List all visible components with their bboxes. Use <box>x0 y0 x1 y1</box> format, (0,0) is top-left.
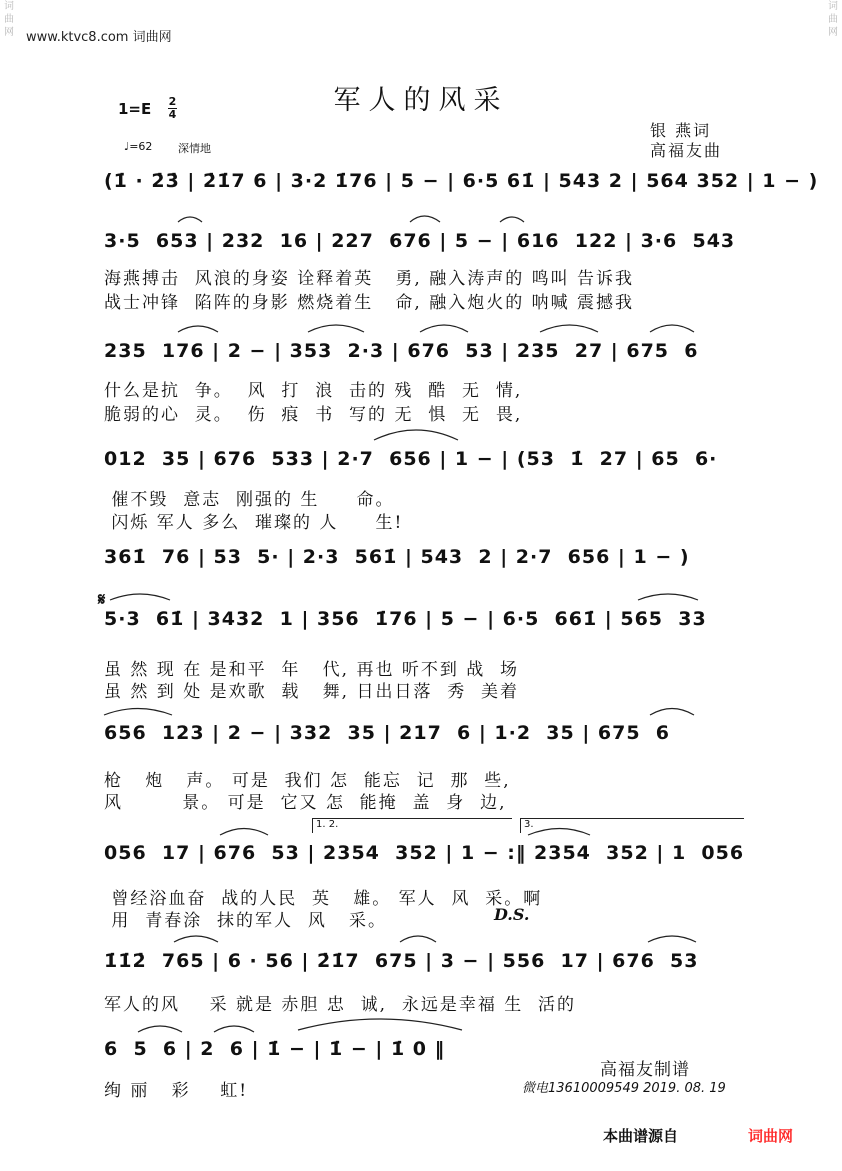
score-line-3-lyric-2: 闪烁 军人 多么 璀璨的 人 生! <box>104 513 404 533</box>
score-line-5-lyric-1: 虽 然 现 在 是和平 年 代, 再也 听不到 战 场 <box>104 660 520 680</box>
lyricist-credit: 银 燕词 <box>650 121 712 140</box>
intro-notes: (1̇ · 2̇3̇ | 2̇1̇7 6 | 3·2 1̇76 | 5 − | 6·5 61̇ | 543 2 | 564 352 | 1 − ) <box>104 170 819 192</box>
slur-arc <box>374 430 458 440</box>
score-line-8-lyric-1: 军人的风 采 就是 赤胆 忠 诚, 永远是幸福 生 活的 <box>104 995 577 1015</box>
score-line-6-lyric-1: 枪 炮 声。 可是 我们 怎 能忘 记 那 些, <box>104 771 511 791</box>
tie-arc <box>298 1019 462 1030</box>
slur-arc <box>220 829 268 836</box>
site-url[interactable]: www.ktvc8.com 词曲网 <box>26 30 172 45</box>
transcriber-credit: 高福友制谱 <box>600 1060 690 1080</box>
slur-arc <box>110 594 170 600</box>
tempo-mark: ♩=62 <box>124 140 153 153</box>
song-title: 军人的风采 <box>333 85 509 116</box>
slur-arc <box>410 216 440 222</box>
score-line-6-lyric-2: 风 景。 可是 它又 怎 能掩 盖 身 边, <box>104 793 507 813</box>
score-line-3-lyric-1: 催不毁 意志 刚强的 生 命。 <box>104 490 395 510</box>
volta-third-ending: 3. <box>520 818 744 833</box>
source-brand-link[interactable]: 词曲网 <box>748 1127 794 1145</box>
slur-arc <box>308 325 364 332</box>
score-line-3-notes: 012 35 | 676 533 | 2·7 656 | 1 − | (53 1̇ 27 | 65 6· <box>104 448 718 470</box>
slur-arc <box>500 217 524 222</box>
slur-arc <box>648 936 696 942</box>
tie-arc <box>214 1026 254 1032</box>
score-line-8-notes: 1̇1̇2̇ 765 | 6 · 56 | 2̇1̇7 675 | 3 − | 556 17 | 676 53 <box>104 950 699 972</box>
watermark-right: 词 曲 网 <box>828 1 838 38</box>
score-line-7-notes: 056 17 | 676 53 | 2354 352 | 1 − :‖ 2354 352 | 1 056 <box>104 842 745 864</box>
slur-arc <box>178 326 218 332</box>
slur-arc <box>540 325 598 332</box>
score-line-7-lyric-2: 用 青春涂 抹的军人 风 采。 <box>104 911 388 931</box>
slur-arc <box>650 325 694 332</box>
key-signature: 1=E <box>118 100 152 118</box>
slur-arc <box>420 325 468 332</box>
score-line-1-lyric-1: 海燕搏击 风浪的身姿 诠释着英 勇, 融入涛声的 鸣叫 告诉我 <box>104 269 635 289</box>
score-line-9-notes: 6 5 6 | 2 6 | 1̇ − | 1̇ − | 1̇ 0 ‖ <box>104 1038 446 1060</box>
score-line-5-lyric-2: 虽 然 到 处 是欢歌 载 舞, 日出日落 秀 美着 <box>104 682 520 702</box>
segno-sign: 𝄋 <box>98 590 106 610</box>
score-line-2-lyric-2: 脆弱的心 灵。 伤 痕 书 写的 无 惧 无 畏, <box>104 405 523 425</box>
slur-arc <box>638 594 698 600</box>
watermark-left: 词 曲 网 <box>4 1 14 38</box>
score-line-9-lyric-1: 绚 丽 彩 虹! <box>104 1081 249 1101</box>
tie-arc <box>138 1026 182 1032</box>
score-line-2-notes: 235 176 | 2 − | 353 2·3 | 676 53 | 235 27 | 675 6 <box>104 340 699 362</box>
score-line-4-notes: 361̇ 76 | 53 5· | 2·3 561̇ | 543 2 | 2·7 656 | 1 − ) <box>104 546 690 568</box>
slur-arc <box>174 936 218 942</box>
volta-first-ending: 1. 2. <box>312 818 512 833</box>
slur-arc <box>528 829 590 836</box>
score-line-5-notes: 5·3 61̇ | 3432 1 | 356 1̇76 | 5 − | 6·5 661̇ | 565 33 <box>104 608 707 630</box>
slur-arc <box>178 217 202 222</box>
score-line-7-lyric-1: 曾经浴血奋 战的人民 英 雄。 军人 风 采。啊 <box>104 889 543 909</box>
score-line-2-lyric-1: 什么是抗 争。 风 打 浪 击的 残 酷 无 情, <box>104 381 523 401</box>
time-signature-top: 2 <box>168 95 177 108</box>
dal-segno-mark: D.S. <box>494 905 530 924</box>
time-signature-bottom: 4 <box>168 108 177 121</box>
score-line-1-lyric-2: 战士冲锋 陷阵的身影 燃烧着生 命, 融入炮火的 呐喊 震撼我 <box>104 293 635 313</box>
composer-credit: 高福友曲 <box>650 141 723 160</box>
source-label: 本曲谱源自 <box>603 1127 679 1145</box>
slur-arc <box>104 709 172 716</box>
expression-mark: 深情地 <box>178 142 211 155</box>
transcriber-contact: 微电13610009549 2019. 08. 19 <box>522 1081 726 1096</box>
slur-arc <box>400 936 436 942</box>
score-line-1-notes: 3·5 653 | 232 16 | 227 676 | 5 − | 616 122 | 3·6 543 <box>104 230 736 252</box>
score-line-6-notes: 656 123 | 2 − | 332 35 | 217 6 | 1·2 35 | 675 6 <box>104 722 671 744</box>
slur-arc <box>650 709 694 716</box>
